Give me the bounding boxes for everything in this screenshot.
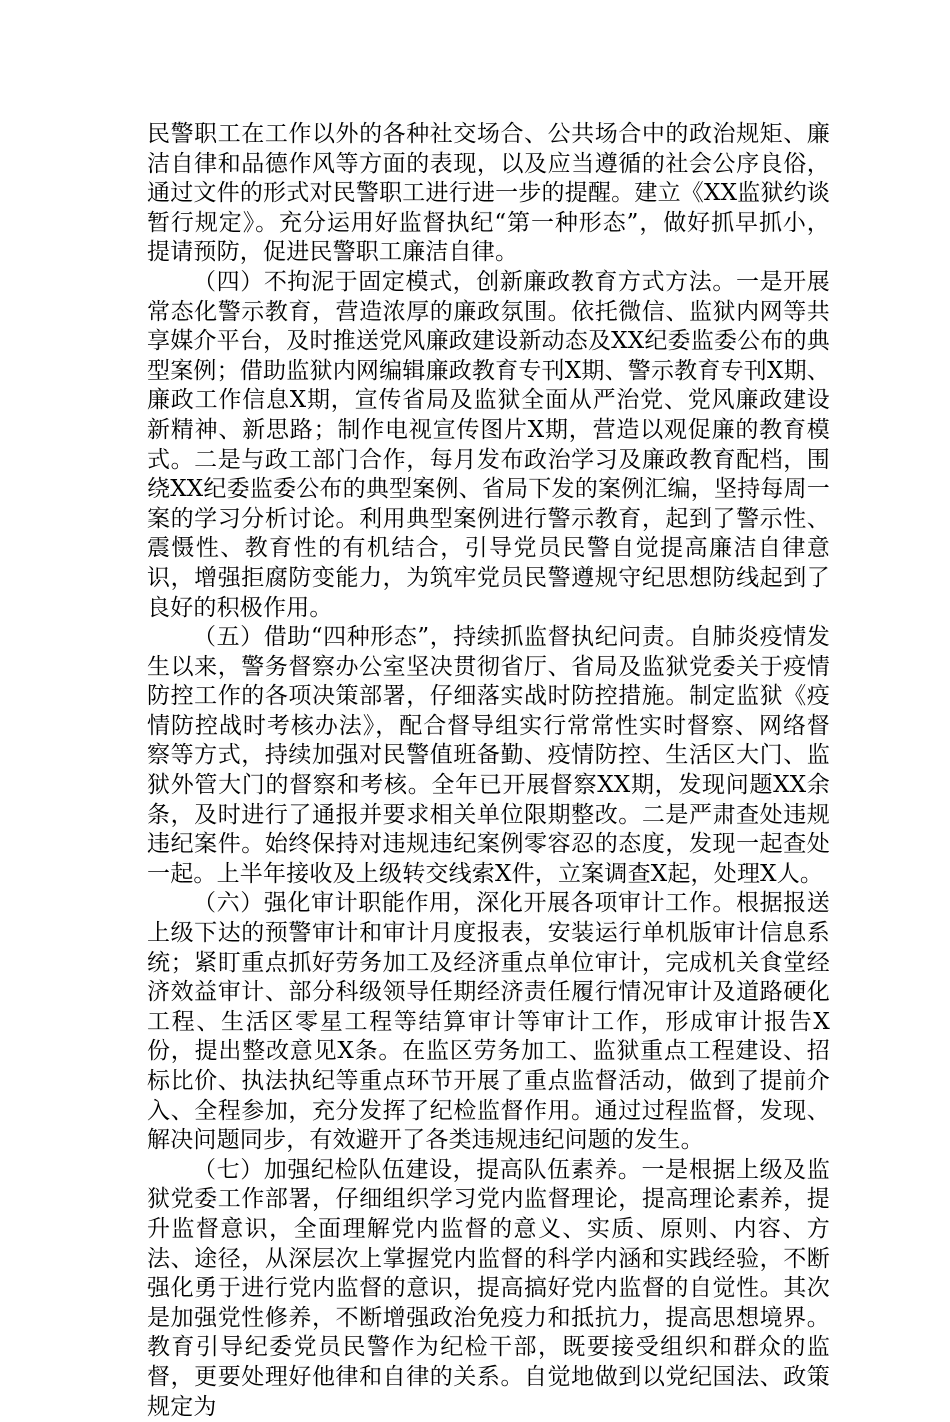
paragraph-continuation: 民警职工在工作以外的各种社交场合、公共场合中的政治规矩、廉洁自律和品德作风等方面的表现，以及应当遵循的社会公序良俗，通过文件的形式对民警职工进行进一步的提醒。建立《XX监狱约谈暂行规定》。充分运用好监督执纪“第一种形态”，做好抓早抓小，提请预防，促进民警职工廉洁自律。	[147, 121, 830, 266]
paragraph-section-5: （五）借助“四种形态”，持续抓监督执纪问责。自肺炎疫情发生以来，警务督察办公室坚决贯彻省厅、省局及监狱党委关于疫情防控工作的各项决策部署，仔细落实战时防控措施。制定监狱《疫情防控战时考核办法》，配合督导组实行常常性实时督察、网络督察等方式，持续加强对民警值班备勤、疫情防控、生活区大门、监狱外管大门的督察和考核。全年已开展督察XX期，发现问题XX余条，及时进行了通报并要求相关单位限期整改。二是严肃查处违规违纪案件。始终保持对违规违纪案例零容忍的态度，发现一起查处一起。上半年接收及上级转交线索X件，立案调查X起，处理X人。	[147, 624, 830, 887]
paragraph-section-6: （六）强化审计职能作用，深化开展各项审计工作。根据报送上级下达的预警审计和审计月度报表，安装运行单机版审计信息系统；紧盯重点抓好劳务加工及经济重点单位审计，完成机关食堂经济效益审计、部分科级领导任期经济责任履行情况审计及道路硬化工程、生活区零星工程等结算审计等审计工作，形成审计报告X份，提出整改意见X条。在监区劳务加工、监狱重点工程建设、招标比价、执法执纪等重点环节开展了重点监督活动，做到了提前介入、全程参加，充分发挥了纪检监督作用。通过过程监督，发现、解决问题同步，有效避开了各类违规违纪问题的发生。	[147, 890, 830, 1154]
paragraph-section-7: （七）加强纪检队伍建设，提高队伍素养。一是根据上级及监狱党委工作部署，仔细组织学习党内监督理论，提高理论素养，提升监督意识，全面理解党内监督的意义、实质、原则、内容、方法、途径，从深层次上掌握党内监督的科学内涵和实践经验，不断强化勇于进行党内监督的意识，提高搞好党内监督的自觉性。其次是加强党性修养，不断增强政治免疫力和抵抗力，提高思想境界。教育引导纪委党员民警作为纪检干部，既要接受组织和群众的监督，更要处理好他律和自律的关系。自觉地做到以党纪国法、政策规定为	[147, 1156, 830, 1420]
paragraph-section-4: （四）不拘泥于固定模式，创新廉政教育方式方法。一是开展常态化警示教育，营造浓厚的廉政氛围。依托微信、监狱内网等共享媒介平台，及时推送党风廉政建设新动态及XX纪委监委公布的典型案例；借助监狱内网编辑廉政教育专刊X期、警示教育专刊X期、廉政工作信息X期，宣传省局及监狱全面从严治党、党风廉政建设新精神、新思路；制作电视宣传图片X期，营造以观促廉的教育模式。二是与政工部门合作，每月发布政治学习及廉政教育配档，围绕XX纪委监委公布的典型案例、省局下发的案例汇编，坚持每周一案的学习分析讨论。利用典型案例进行警示教育，起到了警示性、震慑性、教育性的有机结合，引导党员民警自觉提高廉洁自律意识，增强拒腐防变能力，为筑牢党员民警遵规守纪思想防线起到了良好的积极作用。	[147, 268, 830, 621]
document-page	[147, 120, 830, 1422]
